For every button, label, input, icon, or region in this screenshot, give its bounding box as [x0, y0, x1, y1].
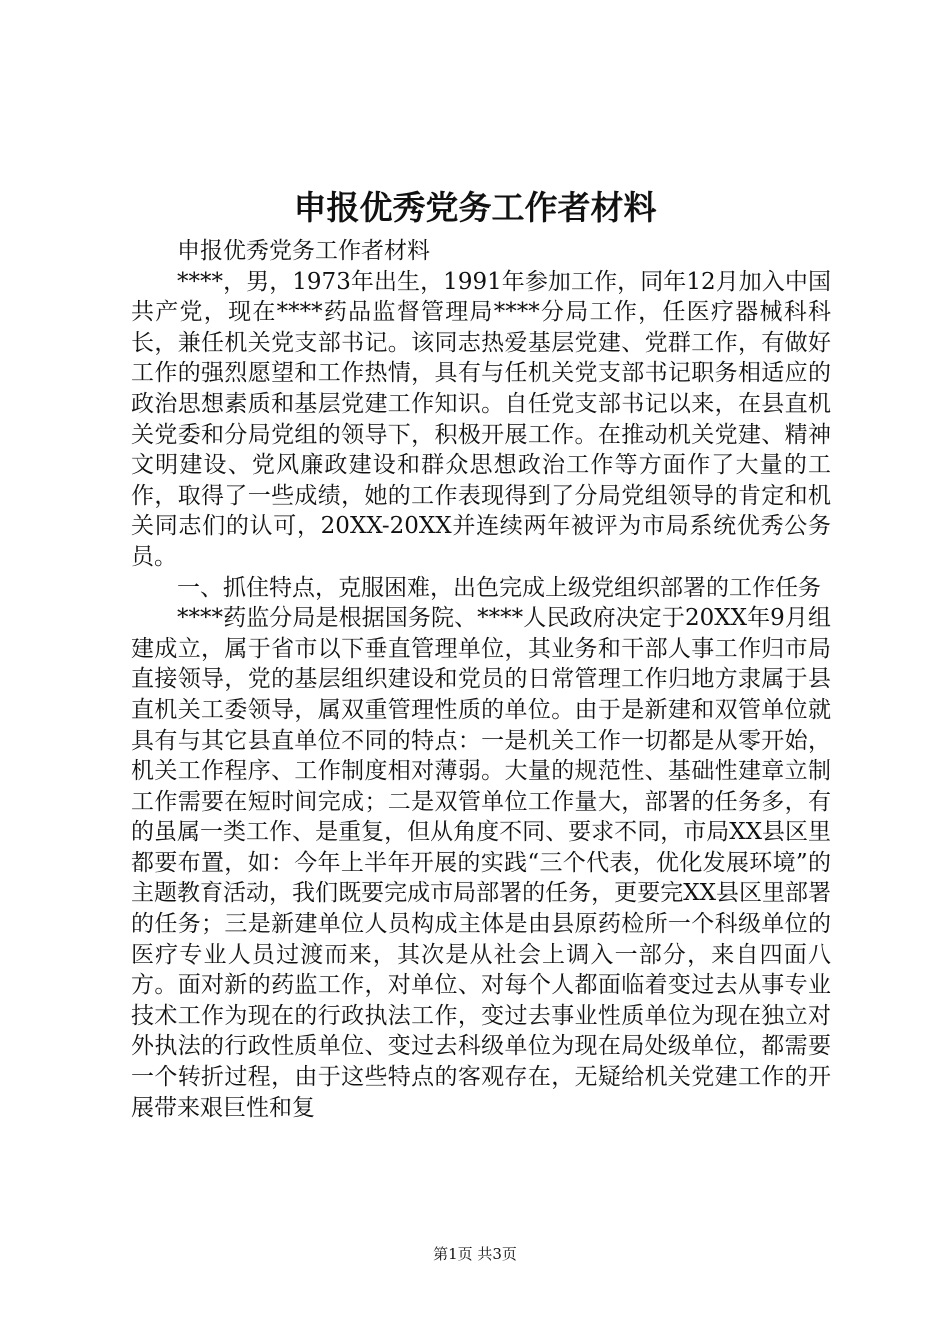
paragraph-section-body: ****药监分局是根据国务院、****人民政府决定于20XX年9月组建成立，属于省市以下垂直管理单位，其业务和干部人事工作归市局直接领导，党的基层组织建设和党员的日常管理工作归地方隶属于县直机关工委领导，属双重管理性质的单位。由于是新建和双管单位就具有与其它县直单位不同的特点：一是机关工作一切都是从零开始，机关工作程序、工作制度相对薄弱。大量的规范性、基础性建章立制工作需要在短时间完成；二是双管单位工作量大，部署的任务多，有的虽属一类工作、是重复，但从角度不同、要求不同，市局XX县区里都要布置，如：今年上半年开展的实践“三个代表，优化发展环境”的主题教育活动，我们既要完成市局部署的任务，更要完XX县区里部署的任务；三是新建单位人员构成主体是由县原药检所一个科级单位的医疗专业人员过渡而来，其次是从社会上调入一部分，来自四面八方。面对新的药监工作，对单位、对每个人都面临着变过去从事专业技术工作为现在的行政执法工作，变过去事业性质单位为现在独立对外执法的行政性质单位、变过去科级单位为现在局处级单位，都需要一个转折过程，由于这些特点的客观存在，无疑给机关党建工作的开展带来艰巨性和复: [131, 605, 831, 1121]
document-title: 申报优秀党务工作者材料: [293, 188, 657, 227]
page-number-footer: 第1页 共3页: [433, 1245, 517, 1263]
paragraph-section-heading: 一、抓住特点，克服困难，出色完成上级党组织部署的工作任务: [177, 574, 821, 601]
paragraph-introduction: ****，男，1973年出生，1991年参加工作，同年12月加入中国共产党，现在****药品监督管理局****分局工作，任医疗器械科科长，兼任机关党支部书记。该同志热爱基层党建、党群工作，有做好工作的强烈愿望和工作热情，具有与任机关党支部书记职务相适应的政治思想素质和基层党建工作知识。自任党支部书记以来，在县直机关党委和分局党组的领导下，积极开展工作。在推动机关党建、精神文明建设、党风廉政建设和群众思想政治工作等方面作了大量的工作，取得了一些成绩，她的工作表现得到了分局党组领导的肯定和机关同志们的认可，20XX-20XX并连续两年被评为市局系统优秀公务员。: [131, 268, 831, 570]
document-body: [131, 236, 831, 1123]
paragraph-subtitle: 申报优秀党务工作者材料: [177, 238, 430, 264]
